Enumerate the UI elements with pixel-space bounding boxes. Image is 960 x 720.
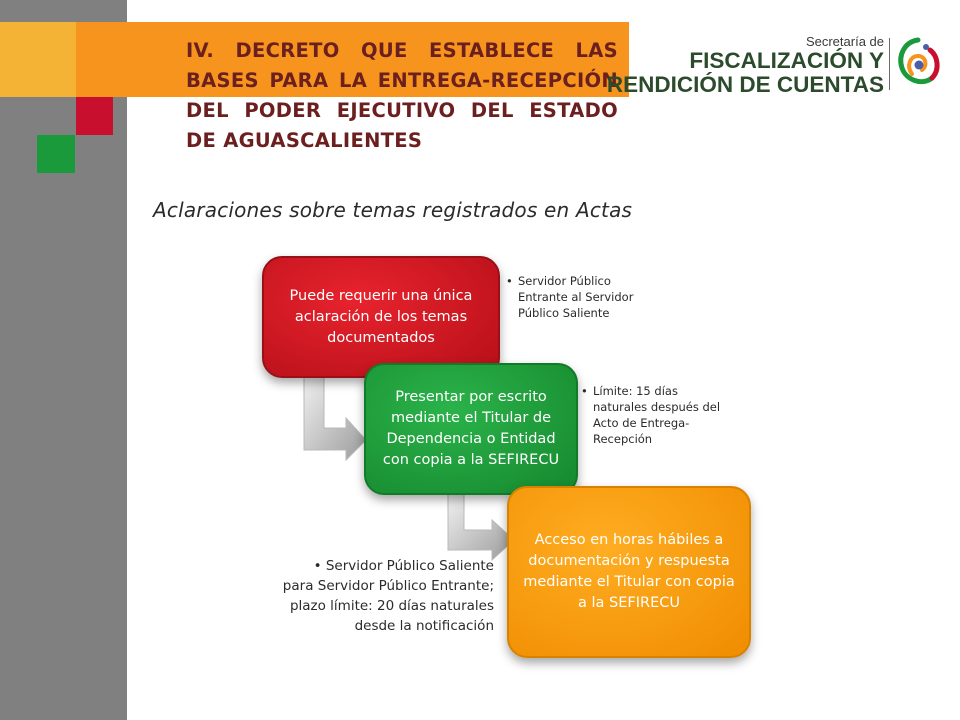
decorative-yellow-square <box>0 22 76 97</box>
sfrc-logo <box>606 34 944 104</box>
bullet: • <box>506 274 513 288</box>
step-3-box <box>507 486 751 658</box>
logo-separator <box>889 38 891 90</box>
step-2-note <box>581 383 731 447</box>
slide-title: IV. DECRETO QUE ESTABLECE LAS BASES PARA LA ENTREGA-RECEPCIÓN DEL PODER EJECUTIVO DEL ESTADO DE AGUASCALIENTES <box>186 39 618 152</box>
bullet: • <box>313 558 322 574</box>
bent-arrow-icon <box>296 372 368 462</box>
step-3-note <box>282 556 494 636</box>
bullet: • <box>581 384 588 398</box>
bent-arrow-icon <box>440 492 516 562</box>
step-2-label: Presentar por escrito mediante el Titular de Dependencia o Entidad con copia a la SEFIRECU <box>382 389 560 468</box>
logo-line-3: RENDICIÓN DE CUENTAS <box>606 72 884 97</box>
step-1-note-text: Servidor Público Entrante al Servidor Público Saliente <box>518 274 634 320</box>
decorative-red-square <box>76 97 113 135</box>
step-2-box <box>364 363 578 495</box>
step-1-label: Puede requerir una única aclaración de los temas documentados <box>289 287 473 346</box>
step-1-box <box>262 256 500 378</box>
decorative-green-square <box>37 135 75 173</box>
step-2-note-text: Límite: 15 días naturales después del Acto de Entrega-Recepción <box>593 384 721 446</box>
step-3-note-text: Servidor Público Saliente para Servidor Público Entrante; plazo límite: 20 días naturales desde la notificación <box>282 558 494 634</box>
logo-line-2: FISCALIZACIÓN Y <box>689 48 884 73</box>
logo-line-1: Secretaría de <box>805 34 884 49</box>
step-1-note <box>506 273 646 321</box>
logo-text <box>607 34 884 97</box>
sfrc-logo-mark-icon <box>892 34 944 92</box>
step-3-label: Acceso en horas hábiles a documentación y respuesta mediante el Titular con copia a la SEFIRECU <box>523 532 735 611</box>
slide-subtitle: Aclaraciones sobre temas registrados en Actas <box>153 198 633 222</box>
